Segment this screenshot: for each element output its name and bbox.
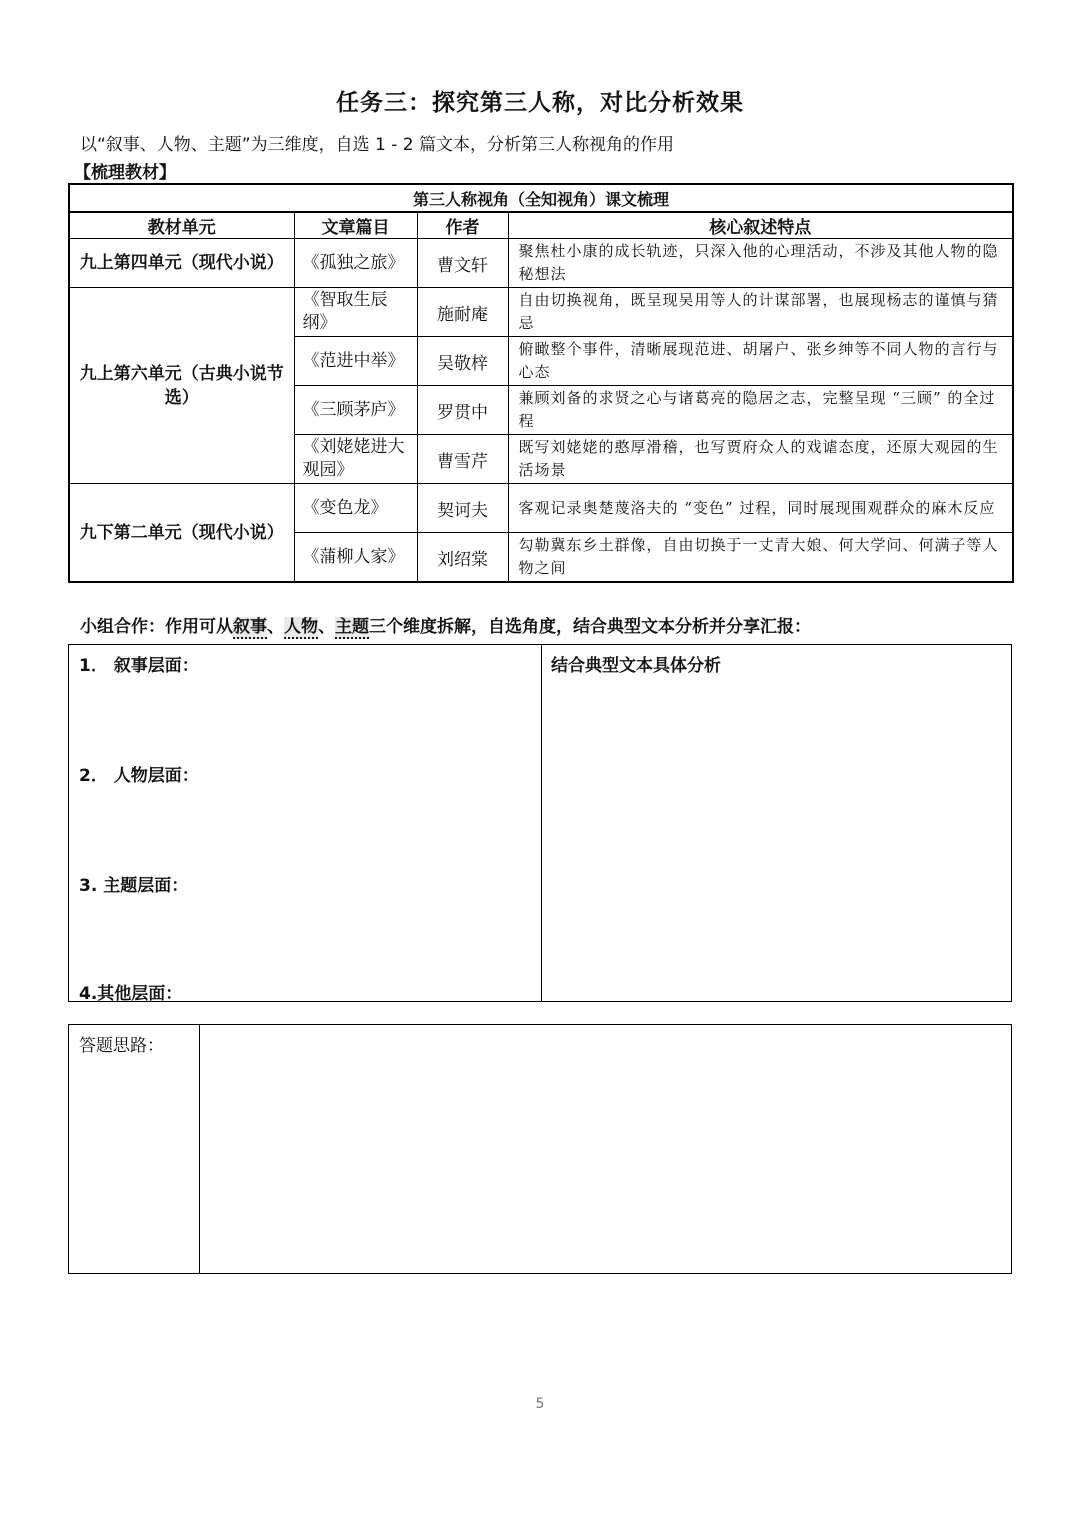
unit-cell: 九上第六单元（古典小说节选）: [69, 288, 294, 484]
author-cell: 施耐庵: [417, 288, 508, 337]
author-cell: 曹文轩: [417, 239, 508, 288]
cooperation-instruction: [80, 612, 811, 637]
narrative-level-label: 1． 叙事层面：: [79, 656, 199, 676]
table-row: [69, 288, 1013, 337]
author-cell: 刘绍棠: [417, 533, 508, 583]
article-cell: 《智取生辰纲》: [294, 288, 417, 337]
unit-cell: 九上第四单元（现代小说）: [69, 239, 294, 288]
feature-cell: 既写刘姥姥的憨厚滑稽，也写贾府众人的戏谑态度，还原大观园的生活场景: [508, 435, 1013, 484]
character-level-label: 2． 人物层面：: [79, 766, 199, 786]
page-title: 任务三：探究第三人称，对比分析效果: [336, 90, 744, 116]
table-row: [69, 484, 1013, 533]
answer-label: 答题思路：: [79, 1036, 164, 1056]
feature-cell: 聚焦杜小康的成长轨迹，只深入他的心理活动，不涉及其他人物的隐秘想法: [508, 239, 1013, 288]
other-level-label: 4.其他层面：: [79, 984, 183, 1004]
article-cell: 《变色龙》: [294, 484, 417, 533]
answer-box: [68, 1024, 1012, 1274]
feature-cell: 勾勒冀东乡土群像，自由切换于一丈青大娘、何大学问、何满子等人物之间: [508, 533, 1013, 583]
coop-dimension-narrative: 叙事: [233, 617, 267, 637]
header-unit: 教材单元: [69, 212, 294, 239]
article-cell: 《三顾茅庐》: [294, 386, 417, 435]
header-author: 作者: [417, 212, 508, 239]
article-cell: 《刘姥姥进大观园》: [294, 435, 417, 484]
cooperation-table: [68, 644, 1012, 1002]
textbook-table: [68, 183, 1014, 583]
feature-cell: 兼顾刘备的求贤之心与诸葛亮的隐居之志，完整呈现 “三顾” 的全过程: [508, 386, 1013, 435]
header-feature: 核心叙述特点: [508, 212, 1013, 239]
coop-separator: 、: [267, 617, 284, 637]
dimension-column[interactable]: [69, 645, 542, 1004]
coop-suffix: 三个维度拆解，自选角度，结合典型文本分析并分享汇报：: [369, 617, 811, 637]
unit-cell: 九下第二单元（现代小说）: [69, 484, 294, 583]
table-caption: 第三人称视角（全知视角）课文梳理: [69, 184, 1013, 212]
author-cell: 吴敬梓: [417, 337, 508, 386]
author-cell: 罗贯中: [417, 386, 508, 435]
analysis-column-header: 结合典型文本具体分析: [551, 656, 721, 676]
coop-prefix: 小组合作：作用可从: [80, 617, 233, 637]
feature-cell: 客观记录奥楚蔑洛夫的 “变色” 过程，同时展现围观群众的麻木反应: [508, 484, 1013, 533]
coop-separator: 、: [318, 617, 335, 637]
coop-dimension-character: 人物: [284, 617, 318, 637]
answer-label-column: [69, 1025, 200, 1273]
author-cell: 契诃夫: [417, 484, 508, 533]
author-cell: 曹雪芹: [417, 435, 508, 484]
table-row: [69, 239, 1013, 288]
header-article: 文章篇目: [294, 212, 417, 239]
article-cell: 《孤独之旅》: [294, 239, 417, 288]
coop-dimension-theme: 主题: [335, 617, 369, 637]
task-instruction: 以“叙事、人物、主题”为三维度，自选 1 - 2 篇文本，分析第三人称视角的作用: [80, 135, 674, 155]
section-label: 【梳理教材】: [74, 163, 176, 183]
page-number: 5: [535, 1396, 545, 1412]
feature-cell: 俯瞰整个事件，清晰展现范进、胡屠户、张乡绅等不同人物的言行与心态: [508, 337, 1013, 386]
theme-level-label: 3. 主题层面：: [79, 876, 189, 896]
article-cell: 《蒲柳人家》: [294, 533, 417, 583]
article-cell: 《范进中举》: [294, 337, 417, 386]
feature-cell: 自由切换视角，既呈现吴用等人的计谋部署，也展现杨志的谨慎与猜忌: [508, 288, 1013, 337]
